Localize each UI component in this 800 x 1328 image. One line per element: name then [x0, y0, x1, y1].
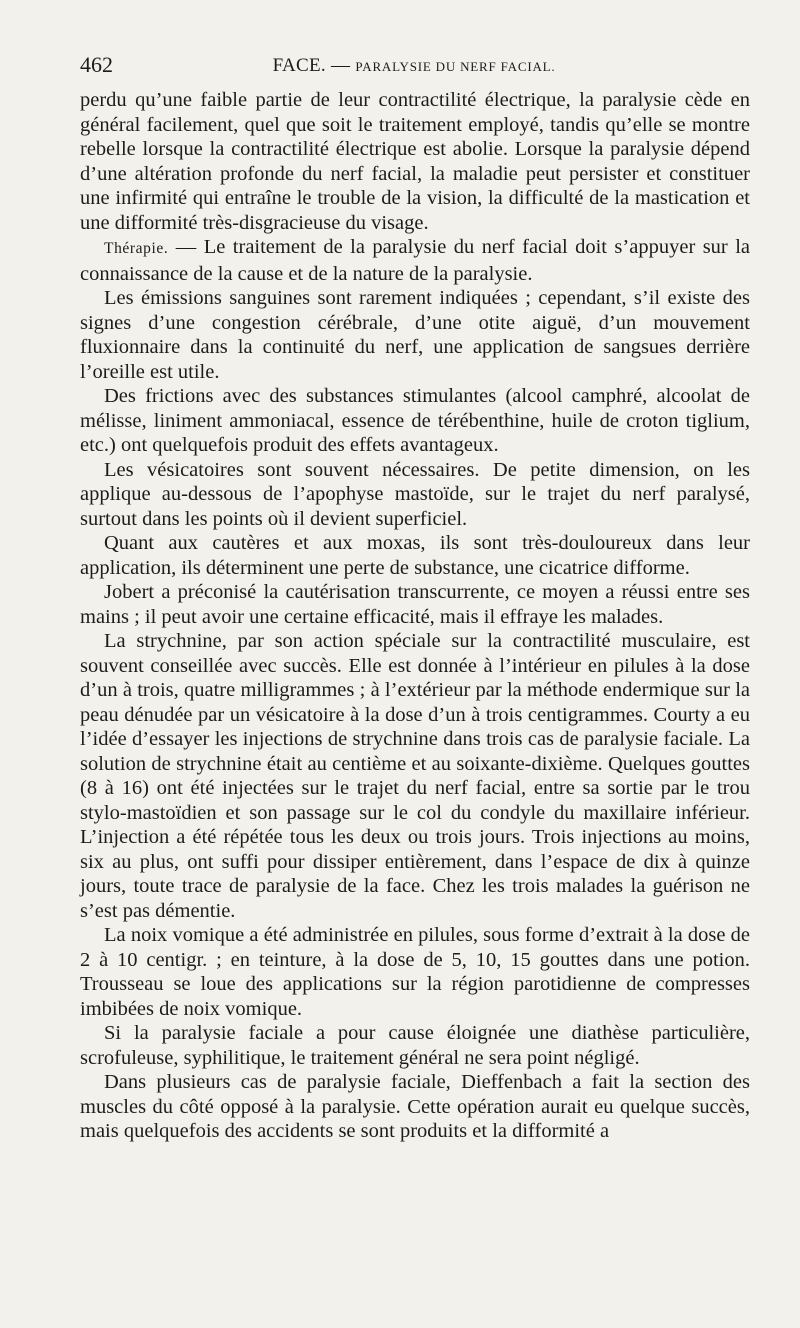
paragraph — [80, 1021, 750, 1070]
running-title — [80, 55, 748, 77]
paragraph-text: Dans plusieurs cas de paralysie faciale, Dieffenbach a fait la section des muscles du côté opposé à la paralysie. Cette opération aurait eu quelque succès, mais quelquefois des accidents se sont produits et la difformité a — [80, 1071, 750, 1142]
paragraph-text: La strychnine, par son action spéciale sur la contractilité musculaire, est souvent conseillée avec succès. Elle est donnée à l’intérieur en pilules à la dose d’un à trois, quatre milligrammes ; à l’extérieur par la méthode endermique sur la peau dénudée par un vésicatoire à la dose d’un à trois centigrammes. Courty a eu l’idée d’essayer les injections de strychnine dans trois cas de paralysie faciale. La solution de strychnine était au centième et au soixante-dixième. Quelques gouttes (8 à 16) ont été injectées sur le trajet du nerf facial, entre sa sortie par le trou stylo-mastoïdien et son passage sur le col du condyle du maxillaire inférieur. L’injection a été répétée tous les deux ou trois jours. Trois injections au moins, six au plus, ont suffi pour dissiper entièrement, dans l’espace de dix à quinze jours, toute trace de paralysie de la face. Chez les trois malades la guérison ne s’est pas démentie. — [80, 630, 750, 922]
paragraph — [80, 531, 750, 580]
paragraph-text: Les émissions sanguines sont rarement indiquées ; cependant, s’il existe des signes d’une congestion cérébrale, d’une otite aiguë, d’un mouvement fluxionnaire dans la continuité du nerf, une application de sangsues derrière l’oreille est utile. — [80, 287, 750, 383]
paragraph — [80, 286, 750, 384]
page-header — [80, 52, 748, 82]
paragraph-text: perdu qu’une faible partie de leur contractilité électrique, la paralysie cède en général facilement, quel que soit le traitement employé, tandis qu’elle se montre rebelle lorsque la contractilité électrique est abolie. Lorsque la paralysie dépend d’une altération profonde du nerf facial, la maladie peut persister et constituer une infirmité qui entraîne le trouble de la vision, la difficulté de la mastication et une difformité très-disgracieuse du visage. — [80, 89, 750, 234]
paragraph — [80, 580, 750, 629]
running-title-main: FACE. — [272, 55, 326, 76]
page-number: 462 — [80, 52, 113, 77]
section-heading: Thérapie. — [104, 240, 169, 257]
paragraph-text: Les vésicatoires sont souvent nécessaires. De petite dimension, on les applique au-dessous de l’apophyse mastoïde, sur le trajet du nerf paralysé, surtout dans les points où il devient superficiel. — [80, 458, 750, 530]
paragraph-text: La noix vomique a été administrée en pilules, sous forme d’extrait à la dose de 2 à 10 centigr. ; en teinture, à la dose de 5, 10, 15 gouttes dans une potion. Trousseau se loue des applications sur la région parotidienne de compresses imbibées de noix vomique. — [80, 924, 750, 1020]
running-title-dash: — — [331, 55, 351, 76]
paragraph-text: Jobert a préconisé la cautérisation transcurrente, ce moyen a réussi entre ses mains ; il peut avoir une certaine efficacité, mais il effraye les malades. — [80, 581, 750, 628]
body-text — [80, 88, 750, 1144]
paragraph — [80, 923, 750, 1021]
paragraph — [80, 235, 750, 286]
paragraph-text: Si la paralysie faciale a pour cause éloignée une diathèse particulière, scrofuleuse, syphilitique, le traitement général ne sera point négligé. — [80, 1022, 750, 1069]
paragraph-text: — Le traitement de la paralysie du nerf facial doit s’appuyer sur la connaissance de la cause et de la nature de la paralysie. — [80, 236, 750, 285]
paragraph-text: Quant aux cautères et aux moxas, ils sont très-douloureux dans leur application, ils déterminent une perte de substance, une cicatrice difforme. — [80, 532, 750, 579]
paragraph — [80, 458, 750, 532]
paragraph — [80, 88, 750, 235]
paragraph-text: Des frictions avec des substances stimulantes (alcool camphré, alcoolat de mélisse, liniment ammoniacal, essence de térébenthine, huile de croton tiglium, etc.) ont quelquefois produit des effets avantageux. — [80, 385, 750, 456]
running-title-sub: PARALYSIE DU NERF FACIAL. — [355, 59, 556, 74]
paragraph — [80, 629, 750, 923]
paragraph — [80, 1070, 750, 1144]
paragraph — [80, 384, 750, 458]
